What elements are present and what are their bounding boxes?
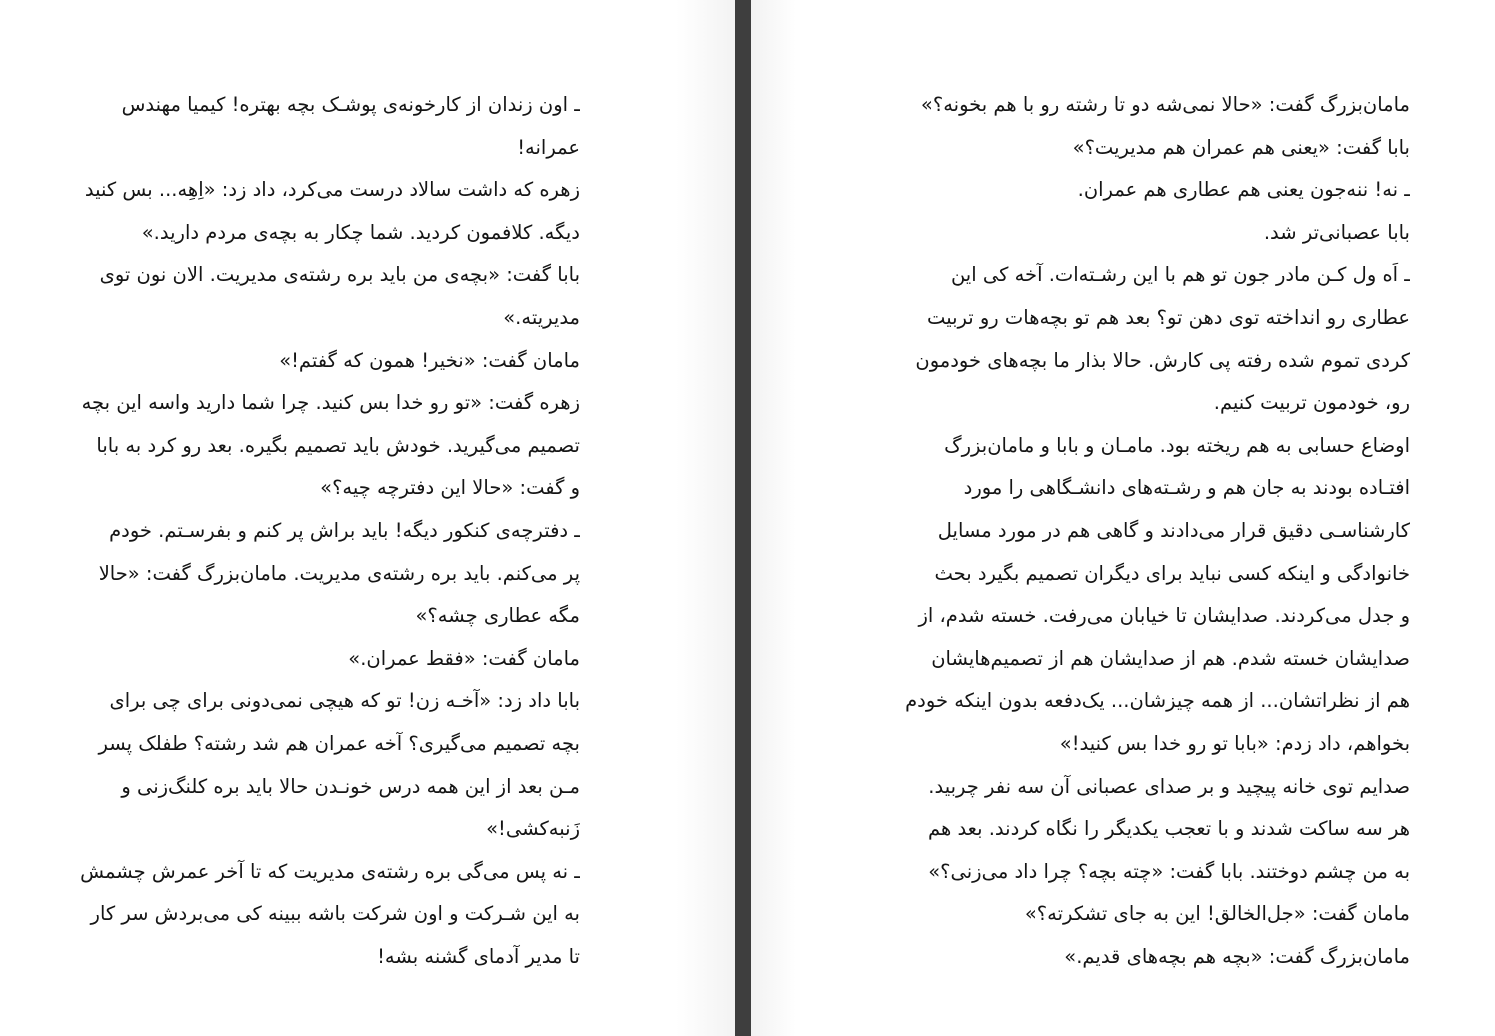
left-line-2: عمرانه! — [517, 135, 580, 159]
left-line-15: بابا داد زد: «آخـه زن! تو که هیچی نمی‌دونی برای چی برای — [109, 689, 580, 713]
left-line-16: بچه تصمیم می‌گیری؟ آخه عمران هم شد رشته؟ طفلک پسر — [98, 731, 580, 755]
left-line-17: مـن بعد از این همه درس خونـدن حالا باید بره کلنگ‌زنی و — [121, 774, 580, 798]
left-line-5: بابا گفت: «بچه‌ی من باید بره رشته‌ی مدیریت. الان نون توی — [99, 263, 580, 287]
right-line-12: خانوادگی و اینکه کسی نباید برای دیگران تصمیم بگیرد بحث — [934, 561, 1410, 585]
right-line-20: مامان گفت: «جل‌الخالق! این به جای تشکرته؟» — [1024, 902, 1410, 926]
book-spine — [735, 0, 751, 1036]
left-line-13: مگه عطاری چشه؟» — [415, 604, 580, 628]
right-line-18: هر سه ساکت شدند و با تعجب یکدیگر را نگاه کردند. بعد هم — [927, 817, 1410, 841]
right-line-6: عطاری رو انداخته توی دهن تو؟ بعد هم تو بچه‌هات رو تربیت — [927, 305, 1410, 329]
right-line-15: هم از نظراتشان... از همه چیزشان... یک‌دفعه بدون اینکه خودم — [905, 689, 1410, 713]
right-line-2: بابا گفت: «یعنی هم عمران هم مدیریت؟» — [1072, 135, 1410, 159]
right-line-3: ـ نه! ننه‌جون یعنی هم عطاری هم عمران. — [1077, 178, 1410, 202]
left-line-3: زهره که داشت سالاد درست می‌کرد، داد زد: «اِهِه... بس کنید — [84, 178, 580, 202]
right-line-8: رو، خودمون تربیت کنیم. — [1213, 391, 1410, 415]
left-line-4: دیگه. کلافمون کردید. شما چکار به بچه‌ی مردم دارید.» — [141, 220, 580, 244]
left-line-21: تا مدیر آدمای گشنه بشه! — [377, 944, 580, 968]
right-line-13: و جدل می‌کردند. صدایشان تا خیابان می‌رفت. خسته شدم، از — [918, 604, 1410, 628]
left-line-11: ـ دفترچه‌ی کنکور دیگه! باید براش پر کنم و بفرسـتم. خودم — [109, 518, 580, 542]
right-line-1: مامان‌بزرگ گفت: «حالا نمی‌شه دو تا رشته رو با هم بخونه؟» — [920, 93, 1410, 116]
right-line-7: کردی تموم شده رفته پی کارش. حالا بذار ما بچه‌های خودمون — [915, 348, 1410, 372]
left-line-20: به این شـرکت و اون شرکت باشه ببینه کی می‌بردش سر کار — [90, 902, 580, 926]
left-line-7: مامان گفت: «نخیر! همون که گفتم!» — [279, 348, 580, 372]
right-line-4: بابا عصبانی‌تر شد. — [1263, 220, 1410, 244]
right-line-14: صدایشان خسته شدم. هم از صدایشان هم از تصمیم‌هایشان — [931, 646, 1410, 670]
left-line-12: پر می‌کنم. باید بره رشته‌ی مدیریت. مامان‌بزرگ گفت: «حالا — [98, 561, 580, 585]
right-line-21: مامان‌بزرگ گفت: «بچه هم بچه‌های قدیم.» — [1064, 944, 1410, 968]
right-line-16: بخواهم، داد زدم: «بابا تو رو خدا بس کنید!» — [1059, 731, 1410, 755]
right-page-text — [894, 84, 1410, 978]
right-line-10: افتـاده بودند به جان هم و رشـته‌های دانشـگاهی را مورد — [963, 476, 1410, 500]
left-page-text — [64, 84, 580, 978]
right-line-19: به من چشم دوختند. بابا گفت: «چته بچه؟ چرا داد می‌زنی؟» — [928, 859, 1410, 883]
left-line-14: مامان گفت: «فقط عمران.» — [348, 646, 580, 670]
left-page — [0, 0, 735, 1036]
left-line-8: زهره گفت: «تو رو خدا بس کنید. چرا شما دارید واسه این بچه — [81, 391, 580, 415]
left-line-6: مدیریته.» — [503, 305, 580, 329]
left-line-1: ـ اون زندان از کارخونه‌ی پوشـک بچه بهتره! کیمیا مهندس — [121, 93, 580, 116]
left-line-10: و گفت: «حالا این دفترچه چیه؟» — [320, 476, 580, 500]
left-line-19: ـ نه پس می‌گی بره رشته‌ی مدیریت که تا آخر عمرش چشمش — [80, 859, 580, 883]
right-line-17: صدایم توی خانه پیچید و بر صدای عصبانی آن سه نفر چربید. — [928, 774, 1410, 798]
right-line-9: اوضاع حسابی به هم ریخته بود. مامـان و بابا و مامان‌بزرگ — [944, 433, 1410, 457]
right-line-5: ـ اَه ول کـن مادر جون تو هم با این رشـته‌ات. آخه کی این — [950, 263, 1410, 287]
left-line-9: تصمیم می‌گیرید. خودش باید تصمیم بگیره. بعد رو کرد به بابا — [96, 433, 580, 457]
right-line-11: کارشناسـی دقیق قرار می‌دادند و گاهی هم در مورد مسایل — [937, 518, 1410, 542]
left-line-18: زَنبه‌کشی!» — [486, 817, 580, 841]
